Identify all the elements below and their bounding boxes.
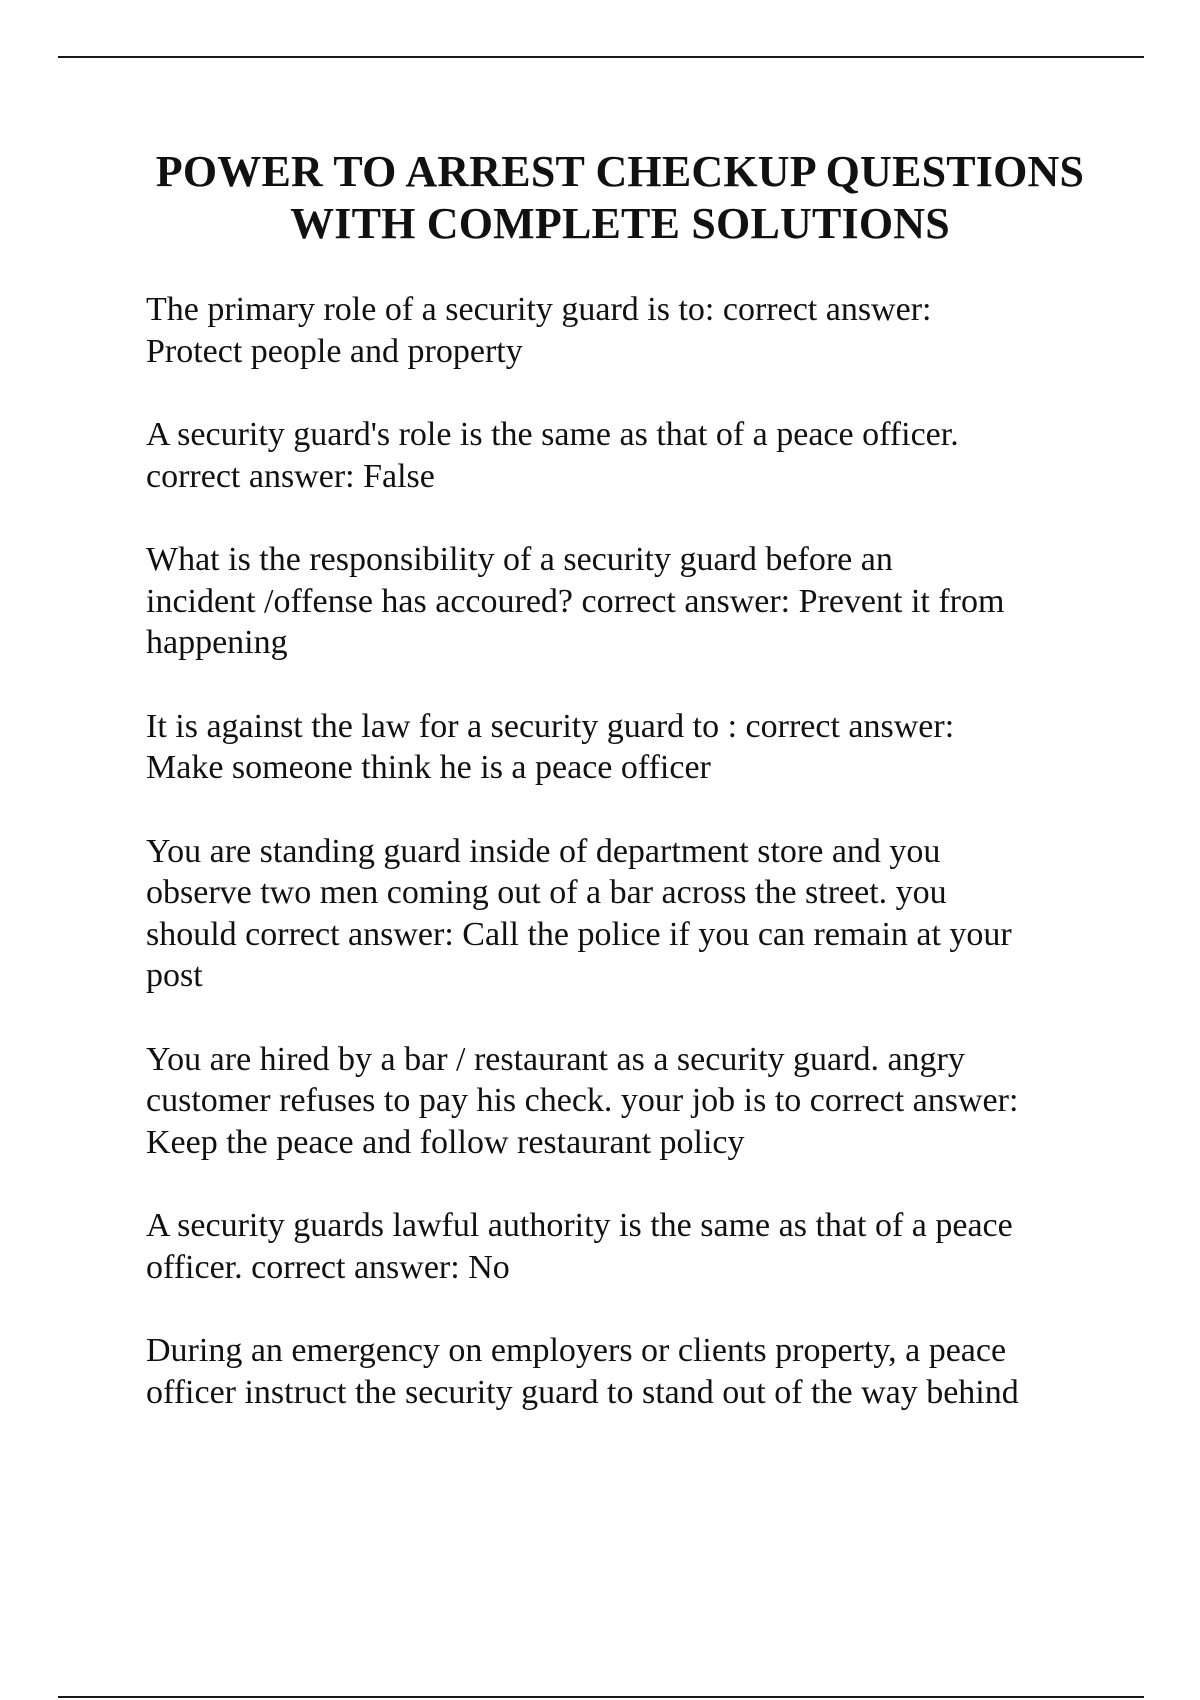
text-line: You are standing guard inside of department store and you: [146, 832, 941, 870]
text-line: During an emergency on employers or clients property, a peace: [146, 1332, 1007, 1369]
text-line: A security guard's role is the same as that of a peace officer.: [146, 416, 959, 453]
question-item-5: [146, 831, 1146, 997]
text-line: Make someone think he is a peace officer: [146, 749, 711, 786]
text-line: observe two men coming out of a bar across the street. you: [146, 874, 947, 911]
text-line: What is the responsibility of a security guard before an: [146, 541, 893, 578]
text-line: happening: [146, 624, 288, 661]
text-line: A security guards lawful authority is the same as that of a peace: [146, 1207, 1013, 1244]
text-line: should correct answer: Call the police if you can remain at your: [146, 915, 1012, 953]
question-item-3: [146, 539, 1146, 664]
question-list: [146, 289, 1146, 1455]
text-line: correct answer: False: [146, 457, 435, 495]
text-line: officer instruct the security guard to stand out of the way behind: [146, 1373, 1019, 1411]
text-line: Protect people and property: [146, 332, 523, 370]
title-line-2: WITH COMPLETE SOLUTIONS: [290, 199, 950, 248]
question-item-8: [146, 1330, 1146, 1413]
text-line: The primary role of a security guard is to: correct answer:: [146, 291, 932, 328]
text-line: Keep the peace and follow restaurant policy: [146, 1123, 745, 1161]
question-item-2: [146, 414, 1146, 497]
text-line: You are hired by a bar / restaurant as a security guard. angry: [146, 1040, 965, 1078]
text-line: customer refuses to pay his check. your job is to correct answer:: [146, 1082, 1019, 1119]
text-line: officer. correct answer: No: [146, 1248, 510, 1286]
page-title: [100, 146, 1140, 250]
top-rule: [58, 56, 1144, 58]
question-item-6: [146, 1039, 1146, 1164]
question-item-4: [146, 706, 1146, 789]
question-item-1: [146, 289, 1146, 372]
text-line: incident /offense has accoured? correct answer: Prevent it from: [146, 582, 1005, 620]
text-line: post: [146, 957, 203, 994]
question-item-7: [146, 1205, 1146, 1288]
title-line-1: POWER TO ARREST CHECKUP QUESTIONS: [155, 147, 1085, 196]
bottom-rule: [58, 1696, 1144, 1698]
text-line: It is against the law for a security guard to : correct answer:: [146, 707, 955, 745]
